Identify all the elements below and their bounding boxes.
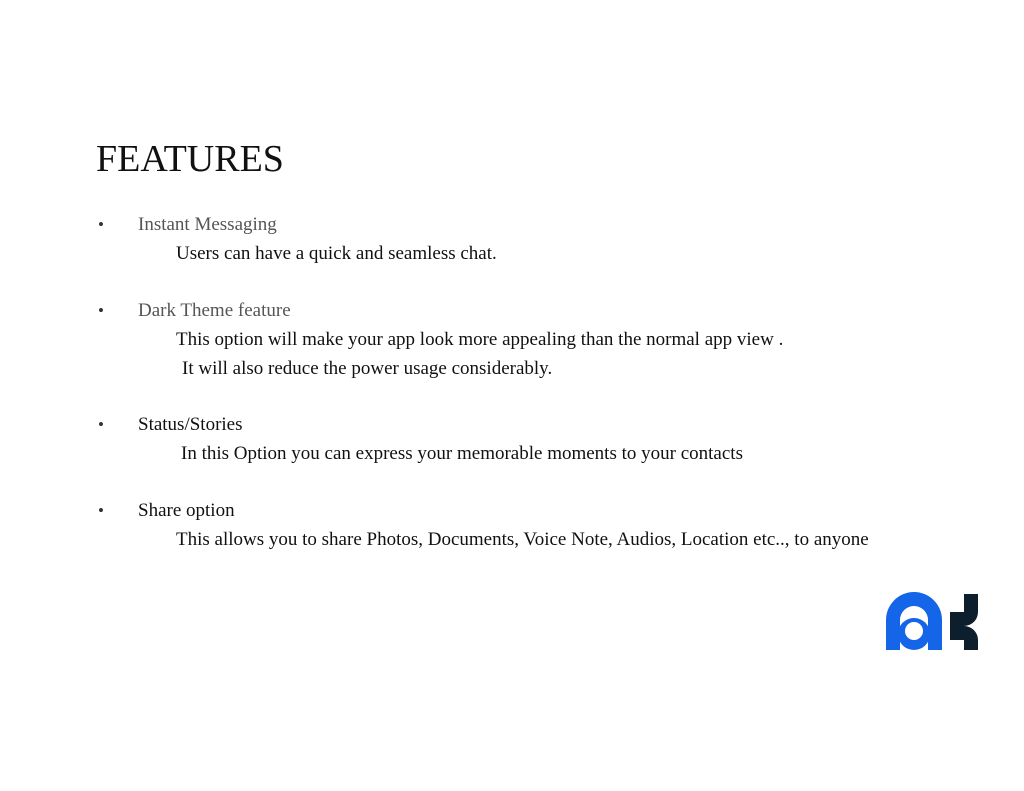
feature-title: Share option bbox=[138, 500, 235, 521]
ak-logo bbox=[884, 590, 982, 654]
feature-description: Users can have a quick and seamless chat. bbox=[176, 243, 497, 264]
feature-description: This option will make your app look more appealing than the normal app view . bbox=[176, 329, 784, 350]
feature-description: This allows you to share Photos, Documents, Voice Note, Audios, Location etc.., to anyone bbox=[176, 529, 869, 550]
feature-title: Status/Stories bbox=[138, 414, 243, 435]
bullet: • bbox=[98, 415, 104, 434]
slide-title: FEATURES bbox=[96, 138, 284, 180]
feature-description: In this Option you can express your memorable moments to your contacts bbox=[181, 443, 743, 464]
feature-description: It will also reduce the power usage considerably. bbox=[182, 358, 553, 379]
bullet: • bbox=[98, 215, 104, 234]
feature-title: Instant Messaging bbox=[138, 214, 277, 235]
feature-title: Dark Theme feature bbox=[138, 300, 291, 321]
bullet: • bbox=[98, 301, 104, 320]
bullet: • bbox=[98, 501, 104, 520]
